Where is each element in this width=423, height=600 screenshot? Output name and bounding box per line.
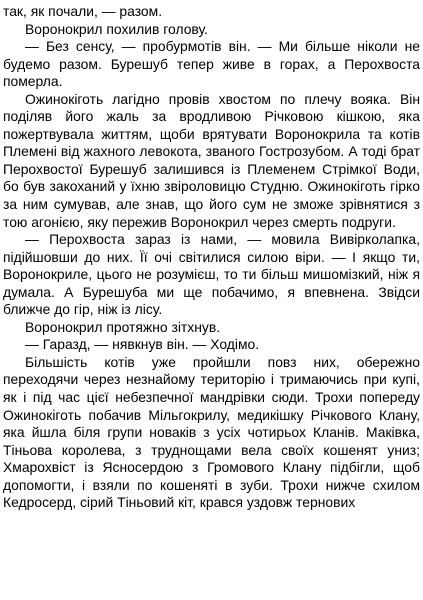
paragraph-dialogue: — Без сенсу, — пробурмотів він. — Ми більше ніколи не будемо разом. Бурешуб тепер живе в горах, а Перохвоста померла. (3, 38, 420, 90)
paragraph: Ожинокіготь лагідно провів хвостом по плечу вояка. Він поділяв його жаль за вродливою Річковою кішкою, яка пожертвувала життям, щоби врятувати Воронокрила та котів Племені від жахного левокота, званого Гострозубом. А тоді брат Перохвостої Бурешуб залишився із Племенем Стрімкої Води, бо був закоханий у їхню звіроловицю Студню. Ожинокіготь гірко за ним сумував, але знав, що його сум не зможе зрівнятися з тою агонією, яку пережив Воронокрил через смерть подруги. (3, 90, 420, 230)
paragraph-dialogue: — Перохвоста зараз із нами, — мовила Вивірколапка, підійшовши до них. Її очі світилися силою віри. — І якщо ти, Воронокриле, цього не розумієш, то ти більш мишомізкий, ніж я думала. А Бурешуба ми ще побачимо, я впевнена. Звідси ближче до гір, ніж із лісу. (3, 231, 420, 318)
paragraph: Більшість котів уже пройшли повз них, обережно переходячи через незнайому територію і тримаючись при купі, як і під час цієї небезпечної мандрівки сюди. Трохи попереду Ожинокіготь побачив Мільгокрилу, медикішку Річкового Клану, яка йшла біля групи новаків з усіх чотирьох Кланів. Маківка, Тіньова королева, з труднощами вела своїх кошенят униз; Хмарохвіст із Ясносердою з Громового Клану підбігли, щоб допомогти, і взяли по кошеняті в зуби. Трохи нижче схилом Кедросерд, сірий Тіньовий кіт, крався уздовж тернових (3, 353, 420, 511)
paragraph-dialogue: — Гаразд, — нявкнув він. — Ходімо. (25, 336, 260, 353)
paragraph: Воронокрил похилив голову. (25, 20, 208, 37)
paragraph-continued: так, як почали, — разом. (3, 3, 163, 19)
paragraph: Воронокрил протяжно зітхнув. (25, 318, 221, 335)
